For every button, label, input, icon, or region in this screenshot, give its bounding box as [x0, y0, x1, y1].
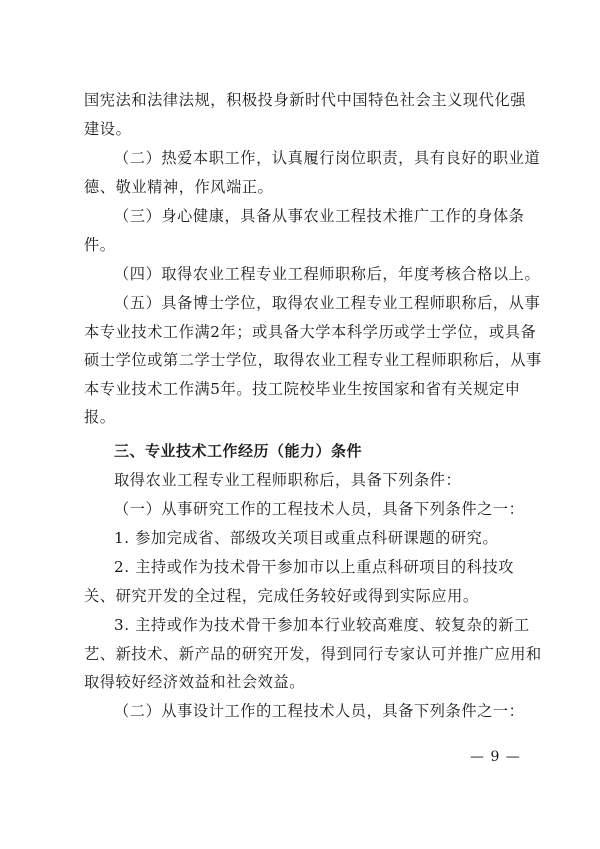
text-line: 取得农业工程专业工程师职称后，具备下列条件： — [114, 471, 462, 489]
paragraph-item-5 — [84, 289, 542, 432]
text-line: 2. 主持或作为技术骨干参加市以上重点科研项目的科技攻 — [114, 558, 515, 576]
text-line: （四）取得农业工程专业工程师职称后，年度考核合格以上。 — [114, 265, 541, 283]
paragraph-continuation — [84, 86, 527, 143]
text-line: 国宪法和法律法规，积极投身新时代中国特色社会主义现代化强 — [84, 91, 527, 109]
text-line: （一）从事研究工作的工程技术人员，具备下列条件之一： — [114, 500, 525, 518]
paragraph-condition-2 — [84, 553, 516, 610]
text-line: （二）热爱本职工作，认真履行岗位职责，具有良好的职业道 — [114, 149, 541, 167]
paragraph-condition-1 — [84, 524, 516, 553]
text-line: （二）从事设计工作的工程技术人员，具备下列条件之一： — [114, 702, 525, 720]
paragraph-item-2 — [84, 144, 541, 201]
paragraph-condition-3 — [84, 611, 542, 697]
text-line: （三）身心健康，具备从事农业工程技术推广工作的身体条 — [114, 207, 525, 225]
text-line: 本专业技术工作满2年；或具备大学本科学历或学士学位，或具备 — [84, 322, 537, 341]
paragraph-intro — [84, 466, 516, 495]
section-heading: 三、专业技术工作经历（能力）条件 — [114, 442, 363, 460]
paragraph-item-4 — [84, 260, 541, 289]
text-line: 件。 — [84, 235, 116, 254]
paragraph-subsection-1 — [84, 495, 525, 524]
text-line: （五）具备博士学位，取得农业工程专业工程师职称后，从事 — [114, 294, 541, 312]
text-line: 关、研究开发的全过程，完成任务较好或得到实际应用。 — [84, 586, 479, 605]
text-line: 1. 参加完成省、部级攻关项目或重点科研课题的研究。 — [114, 529, 499, 547]
text-line: 3. 主持或作为技术骨干参加本行业较高难度、较复杂的新工 — [114, 616, 530, 634]
text-line: 本专业技术工作满5年。技工院校毕业生按国家和省有关规定申 — [84, 379, 521, 398]
text-line: 报。 — [84, 408, 116, 426]
paragraph-subsection-2 — [84, 697, 525, 726]
text-line: 艺、新技术、新产品的研究开发，得到同行专家认可并推广应用和 — [84, 644, 542, 663]
paragraph-item-3 — [84, 202, 525, 259]
text-line: 德、敬业精神，作风端正。 — [84, 177, 274, 196]
text-line: 取得较好经济效益和社会效益。 — [84, 673, 306, 691]
text-line: 硕士学位或第二学士学位，取得农业工程专业工程师职称后，从事 — [84, 351, 542, 369]
text-line: 建设。 — [84, 119, 132, 138]
page-number: — 9 — — [470, 749, 521, 765]
